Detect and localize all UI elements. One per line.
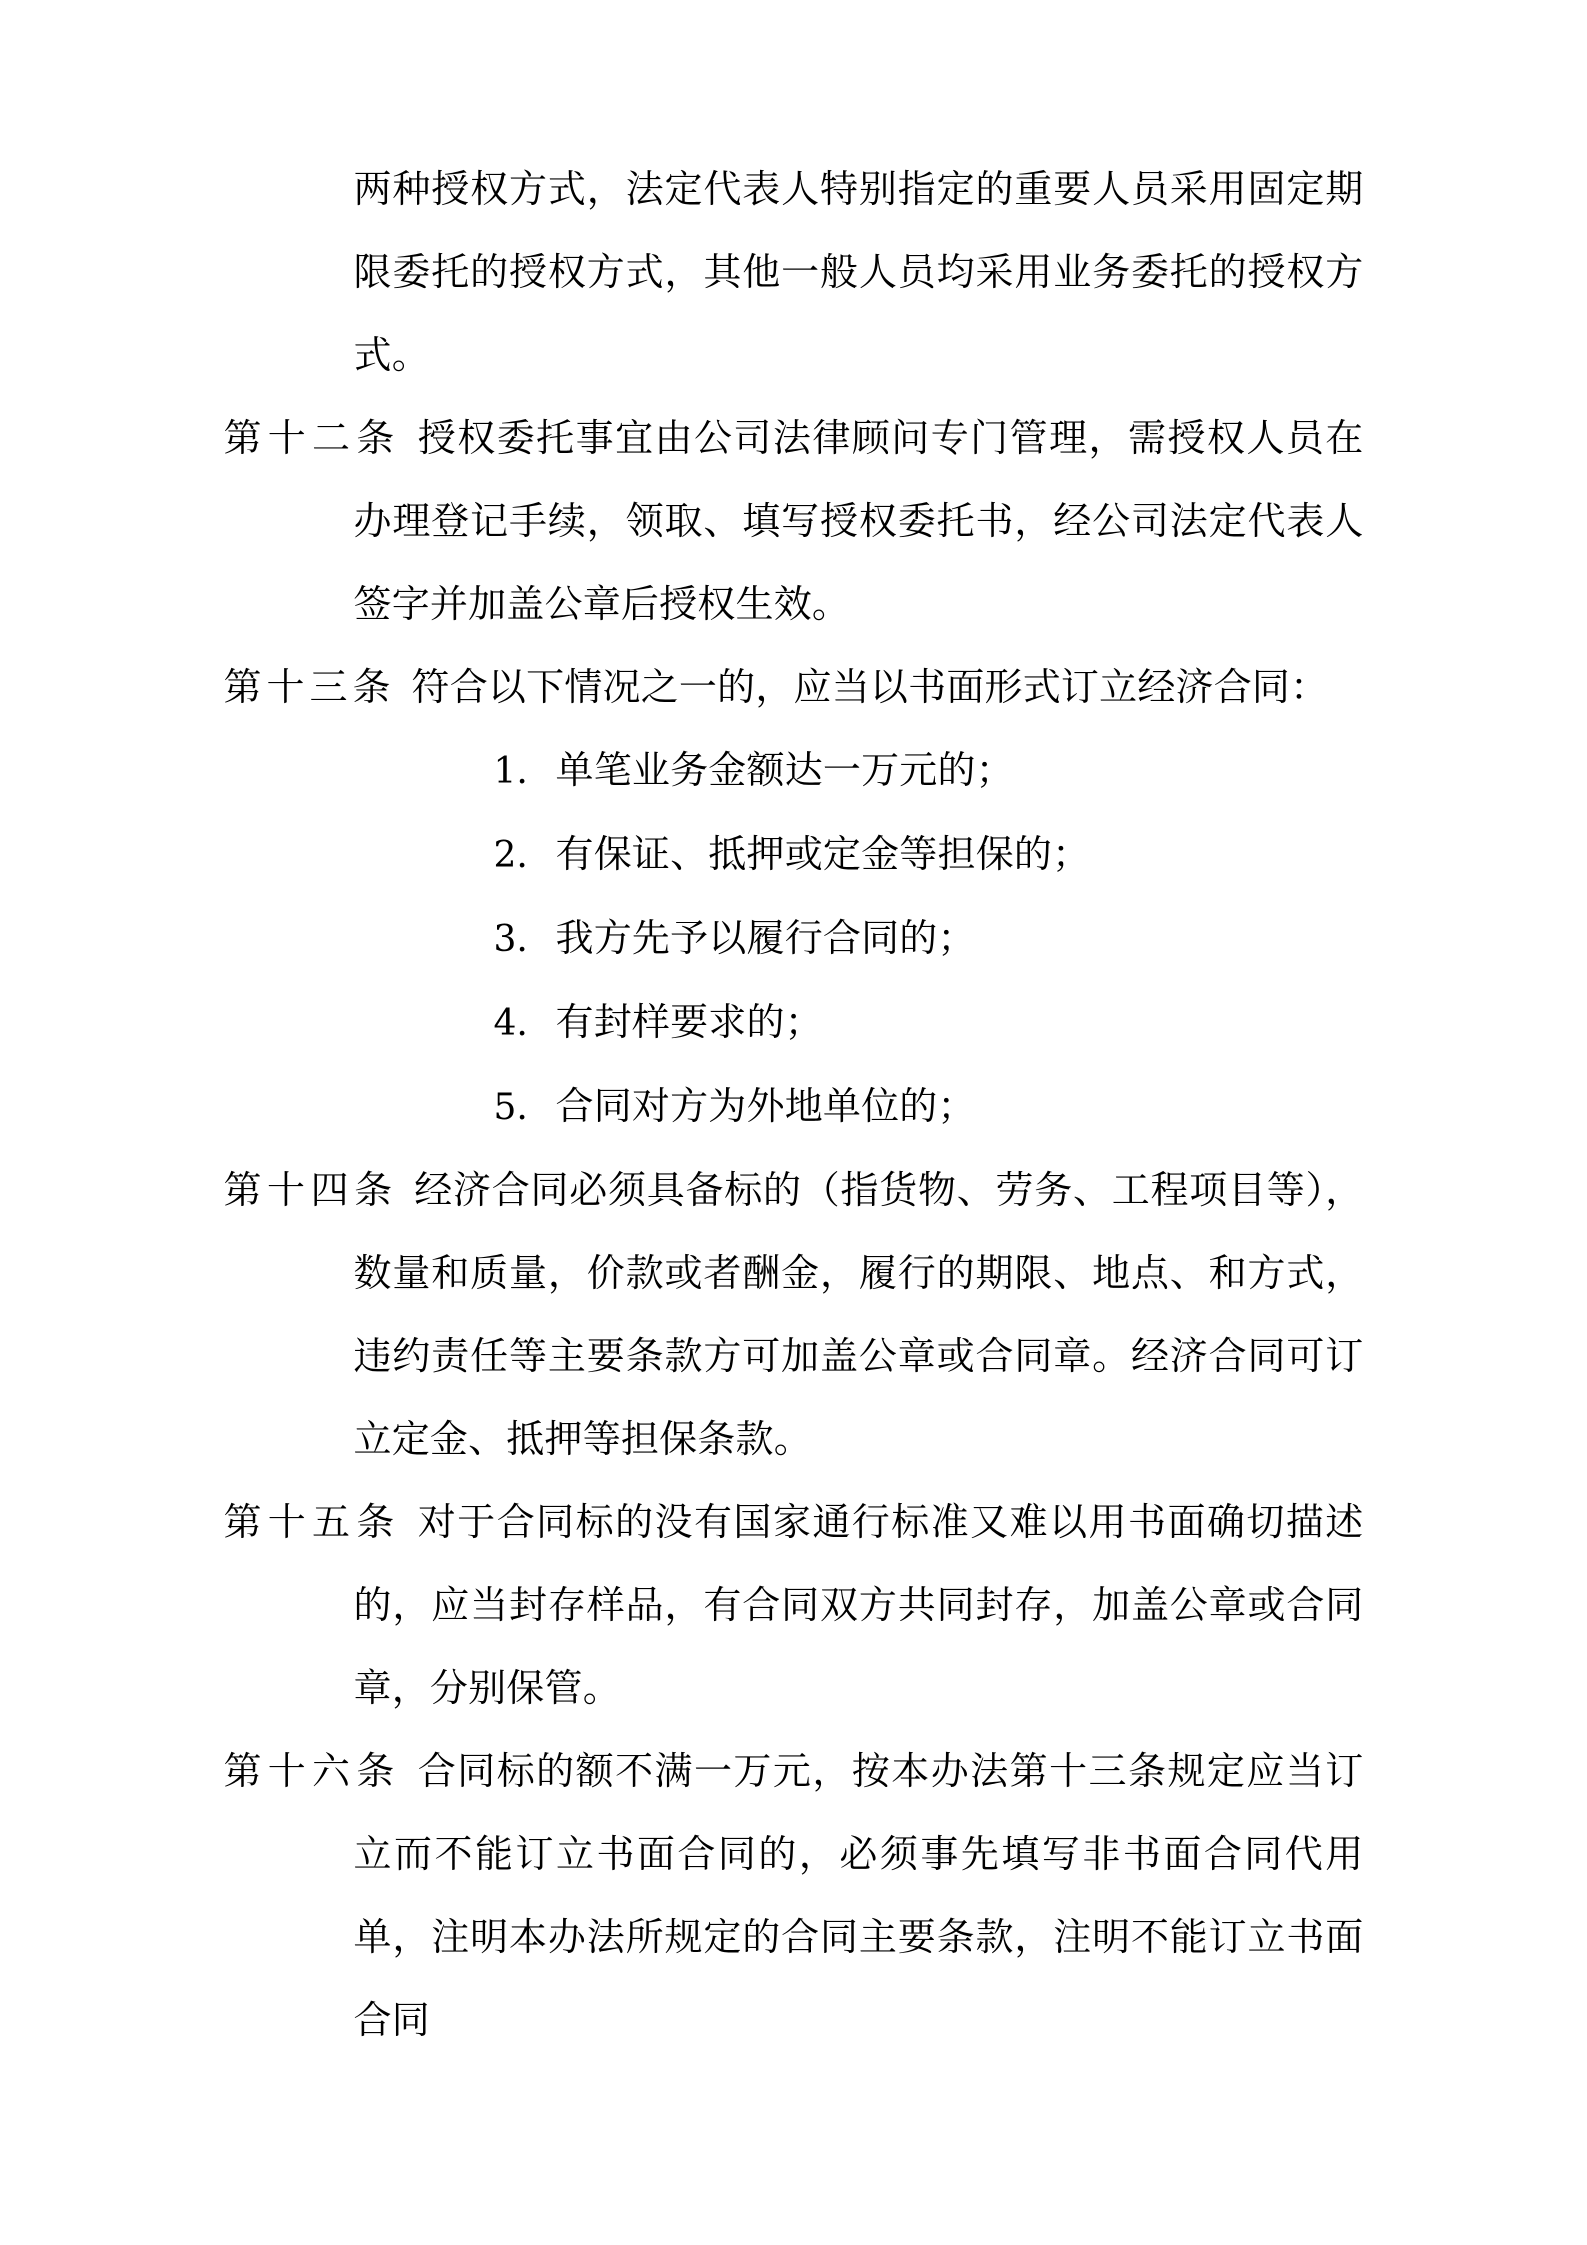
paragraph-opening-continuation (224, 148, 1364, 397)
list-item-label: 单笔业务金额达一万元的； (555, 748, 1014, 792)
list-item (224, 813, 1364, 897)
list-item-number: 4. (493, 1003, 528, 1044)
paragraph-article-16 (224, 1730, 1364, 2062)
list-item-label: 我方先予以履行合同的； (555, 916, 976, 960)
paragraph-text: 符合以下情况之一的，应当以书面形式订立经济合同： (411, 665, 1329, 709)
article-label-14: 第十四条 (223, 1168, 398, 1212)
paragraph-text: 合同标的额不满一万元，按本办法第十三条规定应当订立而不能订立书面合同的，必须事先填写非书面合同代用单，注明本办法所规定的合同主要条款，注明不能订立书面合同 (353, 1749, 1364, 2042)
list-item-number: 2. (493, 835, 528, 876)
list-item (224, 1065, 1364, 1149)
list-item-label: 合同对方为外地单位的； (555, 1084, 976, 1128)
list-item-number: 3. (493, 919, 528, 960)
paragraph-text: 授权委托事宜由公司法律顾问专门管理，需授权人员在办理登记手续，领取、填写授权委托书，经公司法定代表人签字并加盖公章后授权生效。 (353, 416, 1364, 626)
paragraph-article-13 (224, 646, 1364, 729)
list-item (224, 981, 1364, 1065)
paragraph-article-12 (224, 397, 1364, 646)
list-item (224, 729, 1364, 813)
article-label-15: 第十五条 (223, 1500, 401, 1544)
list-item-number: 5. (493, 1087, 528, 1128)
document-text-column (224, 148, 1364, 2062)
paragraph-text: 经济合同必须具备标的（指货物、劳务、工程项目等），数量和质量，价款或者酬金，履行的期限、地点、和方式，违约责任等主要条款方可加盖公章或合同章。经济合同可订立定金、抵押等担保条款。 (353, 1168, 1364, 1461)
article-label-13: 第十三条 (223, 665, 396, 709)
article-label-12: 第十二条 (223, 416, 401, 460)
list-item-label: 有封样要求的； (555, 1000, 823, 1044)
list-item-label: 有保证、抵押或定金等担保的； (555, 832, 1091, 876)
article-13-conditions-list (224, 729, 1364, 1149)
paragraph-article-15 (224, 1481, 1364, 1730)
paragraph-article-14 (224, 1149, 1364, 1481)
list-item (224, 897, 1364, 981)
paragraph-text: 对于合同标的没有国家通行标准又难以用书面确切描述的，应当封存样品，有合同双方共同封存，加盖公章或合同章，分别保管。 (353, 1500, 1364, 1710)
list-item-number: 1. (493, 751, 528, 792)
article-label-16: 第十六条 (223, 1749, 401, 1793)
paragraph-text: 两种授权方式，法定代表人特别指定的重要人员采用固定期限委托的授权方式，其他一般人员均采用业务委托的授权方式。 (353, 167, 1364, 377)
